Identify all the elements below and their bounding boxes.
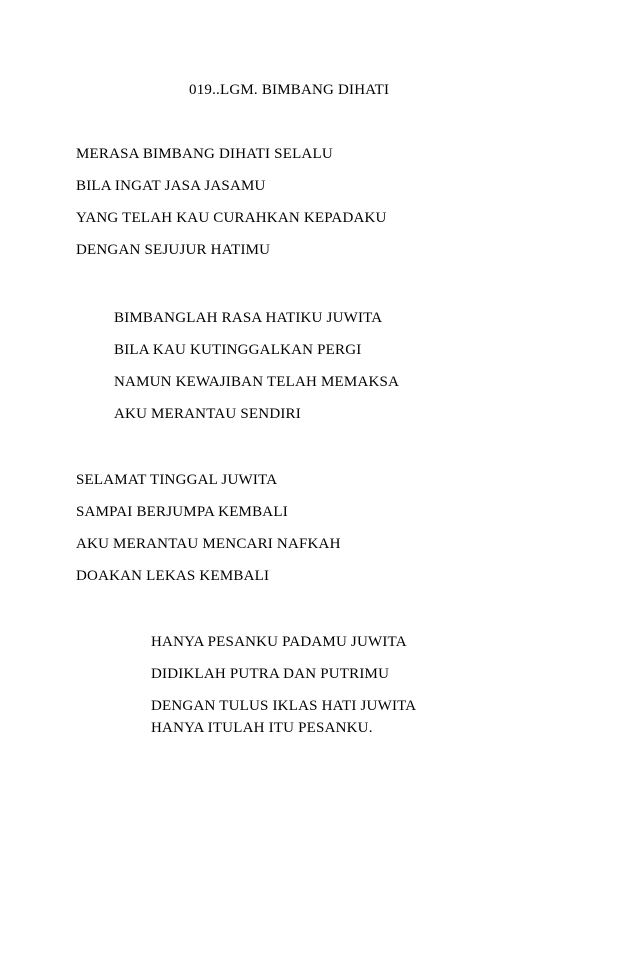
stanza-2-line-4: AKU MERANTAU SENDIRI (114, 406, 301, 422)
stanza-4-line-1: HANYA PESANKU PADAMU JUWITA (151, 634, 407, 650)
stanza-3-line-4: DOAKAN LEKAS KEMBALI (76, 568, 270, 584)
stanza-3-line-1: SELAMAT TINGGAL JUWITA (76, 472, 278, 488)
stanza-4-line-4: HANYA ITULAH ITU PESANKU. (151, 720, 373, 736)
stanza-3-line-3: AKU MERANTAU MENCARI NAFKAH (76, 536, 341, 552)
stanza-1-line-2: BILA INGAT JASA JASAMU (76, 178, 266, 194)
stanza-2-line-3: NAMUN KEWAJIBAN TELAH MEMAKSA (114, 374, 400, 390)
song-title: 019..LGM. BIMBANG DIHATI (189, 82, 390, 98)
stanza-4-line-3: DENGAN TULUS IKLAS HATI JUWITA (151, 698, 417, 714)
stanza-1-line-1: MERASA BIMBANG DIHATI SELALU (76, 146, 333, 162)
stanza-1-line-4: DENGAN SEJUJUR HATIMU (76, 242, 271, 258)
stanza-2-line-2: BILA KAU KUTINGGALKAN PERGI (114, 342, 362, 358)
stanza-3-line-2: SAMPAI BERJUMPA KEMBALI (76, 504, 288, 520)
stanza-1-line-3: YANG TELAH KAU CURAHKAN KEPADAKU (76, 210, 387, 226)
stanza-2-line-1: BIMBANGLAH RASA HATIKU JUWITA (114, 310, 383, 326)
stanza-4-line-2: DIDIKLAH PUTRA DAN PUTRIMU (151, 666, 390, 682)
